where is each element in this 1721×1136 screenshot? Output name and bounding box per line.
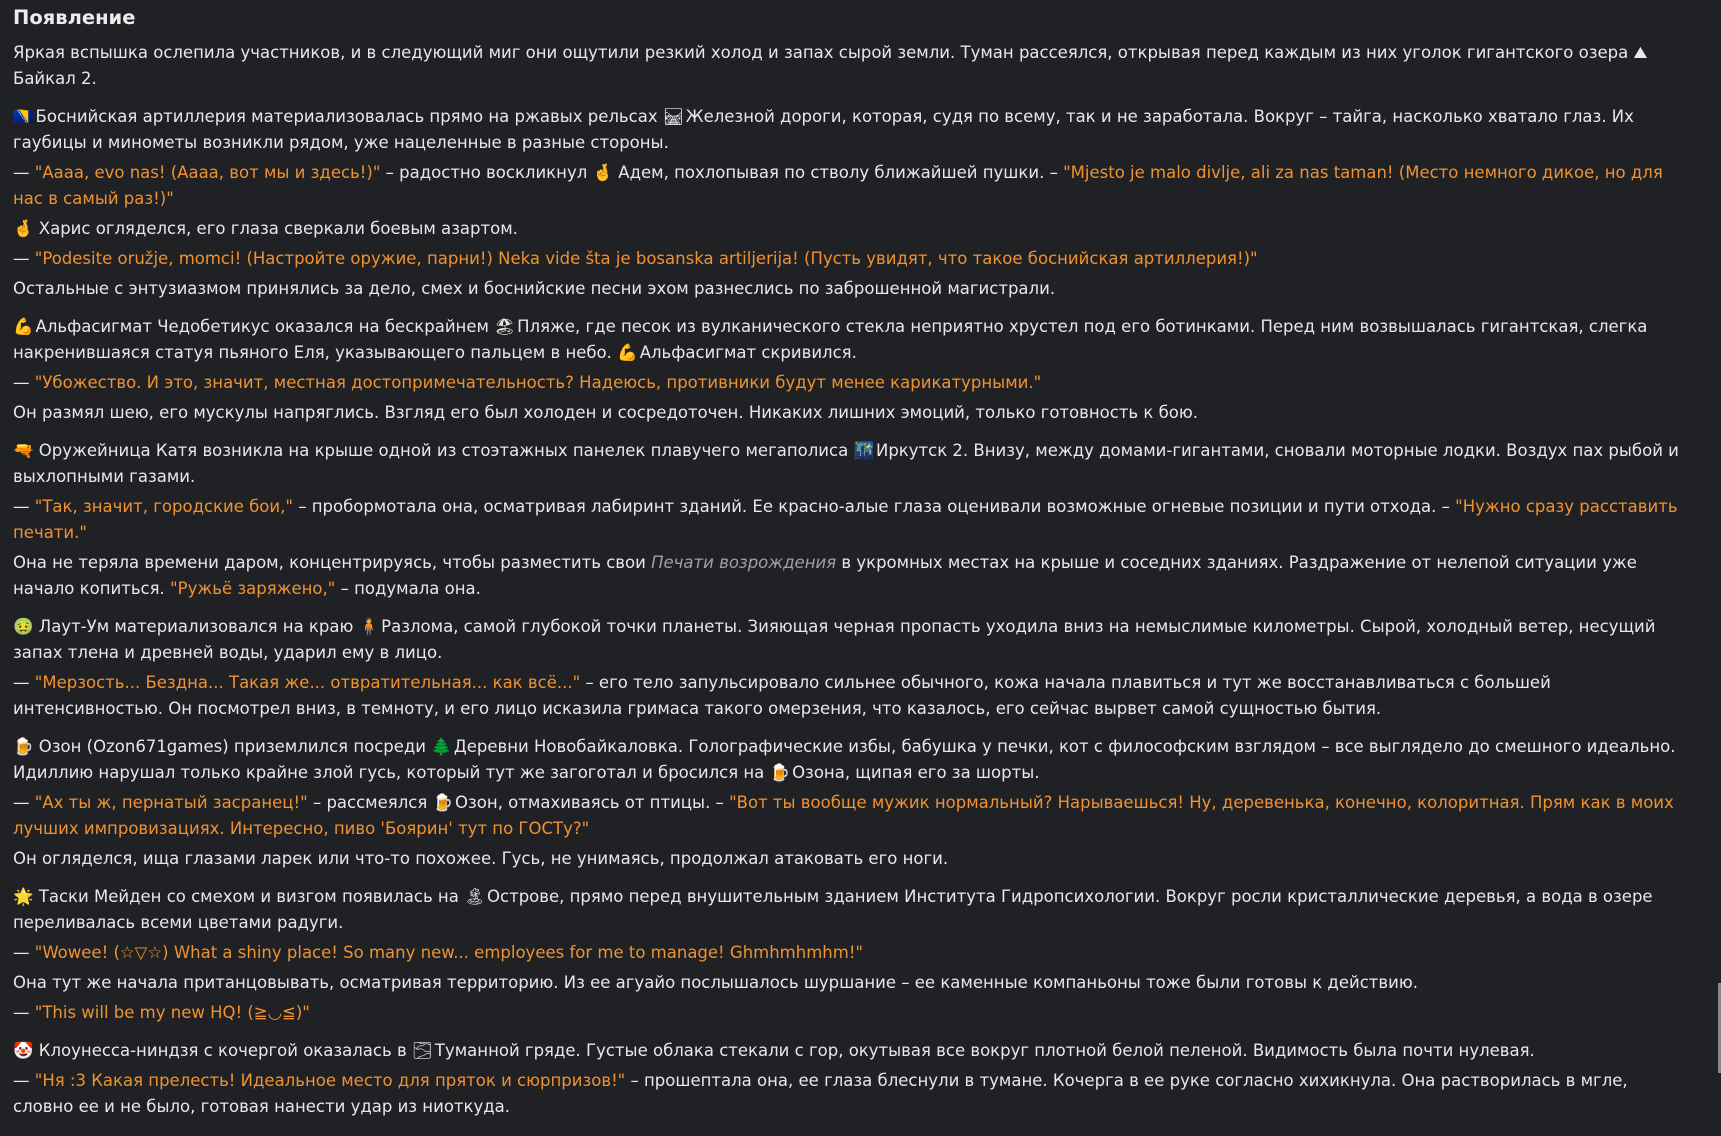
ozon-dialogue: — "Ах ты ж, пернатый засранец!" – рассмеялся 🍺 Озон, отмахиваясь от птицы. – "Вот ты вообще мужик нормальный? Нарываешься! Ну, деревенька, конечно, колоритная. Прям как в моих лучших импровизациях. Интересно, пиво 'Боярин' тут по ГОСТу?" <box>13 790 1680 842</box>
crossed-fingers-icon: 🤞 <box>592 163 614 182</box>
laut-paragraph: 🤢 Лаут-Ум материализовался на краю 🧍 Разлома, самой глубокой точки планеты. Зияющая черная пропасть уходила вниз на немыслимые километры. Сырой, холодный ветер, несущий запах тлена и древней воды, ударил ему в лицо. <box>13 614 1680 666</box>
crossed-fingers-icon: 🤞 <box>13 219 34 238</box>
intro-paragraph: Яркая вспышка ослепила участников, и в следующий миг они ощутили резкий холод и запах сырой земли. Туман рассеялся, открывая перед каждым из них уголок гигантского озера ⛰Байкал 2. <box>13 40 1680 92</box>
beach-icon: 🏖 <box>494 317 516 336</box>
glowing-star-icon: 🌟 <box>13 887 34 906</box>
katya-paragraph: 🔫 Оружейница Катя возникла на крыше одной из стоэтажных панелек плавучего мегаполиса 🌃 Иркутск 2. Внизу, между домами-гигантами, сновали моторные лодки. Воздух пах рыбой и выхлопными газами. <box>13 438 1680 490</box>
katya-dialogue: — "Так, значит, городские бои," – пробормотала она, осматривая лабиринт зданий. Ее красно-алые глаза оценивали возможные огневые позиции и пути отхода. – "Нужно сразу расставить печати." <box>13 497 1678 542</box>
beer-mug-icon: 🍺 <box>432 793 454 812</box>
clown-paragraph: 🤡 Клоунесса-ниндзя с кочергой оказалась в 🌫 Туманной гряде. Густые облака стекали с гор, окутывая все вокруг плотной белой пеленой. Видимость была почти нулевая. <box>13 1038 1680 1064</box>
bosnia-paragraph: 🇧🇦 Боснийская артиллерия материализовалась прямо на ржавых рельсах 🛤 Железной дороги, которая, судя по всему, так и не заработала. Вокруг – тайга, насколько хватало глаз. Их гаубицы и минометы возникли рядом, уже нацеленные в разные стороны. <box>13 104 1680 156</box>
seals-of-rebirth-term: Печати возрождения <box>651 553 837 572</box>
laut-dialogue: — "Мерзость... Бездна... Такая же... отвратительная... как всё..." – его тело запульсировало сильнее обычного, кожа начала плавиться и тут же восстанавливаться с большей интенсивностью. Он посмотрел вниз, в темноту, и его лицо исказила гримаса такого омерзения, что казалось, его сейчас вырвет самой сущностью бытия. <box>13 673 1551 718</box>
page-title: Появление <box>13 6 136 29</box>
bosnia-dialogue-1: — "Aaaa, evo nas! (Аааа, вот мы и здесь!)" – радостно воскликнул 🤞 Адем, похлопывая по стволу ближайшей пушки. – "Mjesto je malo divlje, ali za nas taman! (Место немного дикое, но для нас в самый раз!)" <box>13 163 1663 208</box>
island-icon: 🏝 <box>464 887 486 906</box>
pistol-icon: 🔫 <box>13 441 34 460</box>
story-content <box>13 5 1680 1120</box>
beer-mug-icon: 🍺 <box>769 763 791 782</box>
taski-paragraph: 🌟 Таски Мейден со смехом и визгом появилась на 🏝 Острове, прямо перед внушительным зданием Института Гидропсихологии. Вокруг росли кристаллические деревья, а вода в озере переливалась всеми цветами радуги. <box>13 884 1680 936</box>
flexed-biceps-icon: 💪 <box>617 343 638 362</box>
bosnia-dialogue-2: — "Podesite oružje, momci! (Настройте оружие, парни!) Neka vide šta je bosanska artiljerija! (Пусть увидят, что такое боснийская артиллерия!)" <box>13 249 1258 268</box>
taski-dialogue-1: — "Wowee! (☆▽☆) What a shiny place! So many new... employees for me to manage! Ghmhmhmhm!" <box>13 943 864 962</box>
alfa-dialogue: — "Убожество. И это, значит, местная достопримечательность? Надеюсь, противники будут менее карикатурными." <box>13 373 1042 392</box>
mountain-icon: ⛰ <box>1633 43 1648 62</box>
beer-mug-icon: 🍺 <box>13 737 34 756</box>
railway-icon: 🛤 <box>662 107 684 126</box>
alfa-narration: Он размял шею, его мускулы напряглись. Взгляд его был холоден и сосредоточен. Никаких лишних эмоций, только готовность к бою. <box>13 403 1199 422</box>
standing-person-icon: 🧍 <box>358 617 380 636</box>
katya-narration: Она не теряла времени даром, концентрируясь, чтобы разместить свои Печати возрождения в укромных местах на крыше и соседних зданиях. Раздражение от нелепой ситуации уже начало копиться. "Ружьё заряжено," – подумала она. <box>13 553 1637 598</box>
flexed-biceps-icon: 💪 <box>13 317 34 336</box>
bosnia-narration-2: Остальные с энтузиазмом принялись за дело, смех и боснийские песни эхом разнеслись по заброшенной магистрали. <box>13 279 1056 298</box>
clown-dialogue: — "Ня :3 Какая прелесть! Идеальное место для пряток и сюрпризов!" – прошептала она, ее глаза блеснули в тумане. Кочерга в ее руке согласно хихикнула. Она растворилась в мгле, словно ее и не было, готовая нанести удар из ниоткуда. <box>13 1071 1628 1116</box>
nauseated-face-icon: 🤢 <box>13 617 34 636</box>
alfa-paragraph: 💪 Альфасигмат Чедобетикус оказался на бескрайнем 🏖 Пляже, где песок из вулканического стекла неприятно хрустел под его ботинками. Перед ним возвышалась гигантская, слегка накренившаяся статуя пьяного Еля, указывающего пальцем в небо. 💪 Альфасигмат скривился. <box>13 314 1680 366</box>
evergreen-tree-icon: 🌲 <box>431 737 452 756</box>
ozon-paragraph: 🍺 Озон (Ozon671games) приземлился посреди 🌲 Деревни Новобайкаловка. Голографические избы, бабушка у печки, кот с философским взглядом – все выглядело до смешного идеально. Идиллию нарушал только крайне злой гусь, который тут же загоготал и бросился на 🍺 Озона, щипая его за шорты. <box>13 734 1680 786</box>
taski-dialogue-2: — "This will be my new HQ! (≧◡≦)" <box>13 1003 310 1022</box>
clown-face-icon: 🤡 <box>13 1041 34 1060</box>
taski-narration: Она тут же начала пританцовывать, осматривая территорию. Из ее агуайо послышалось шуршание – ее каменные компаньоны тоже были готовы к действию. <box>13 973 1418 992</box>
ozon-narration: Он огляделся, ища глазами ларек или что-то похожее. Гусь, не унимаясь, продолжал атаковать его ноги. <box>13 849 949 868</box>
fog-icon: 🌫 <box>411 1041 433 1060</box>
bosnia-flag-icon: 🇧🇦 <box>13 107 34 126</box>
night-city-icon: 🌃 <box>853 441 874 460</box>
bosnia-narration-1: 🤞 Харис огляделся, его глаза сверкали боевым азартом. <box>13 219 518 238</box>
